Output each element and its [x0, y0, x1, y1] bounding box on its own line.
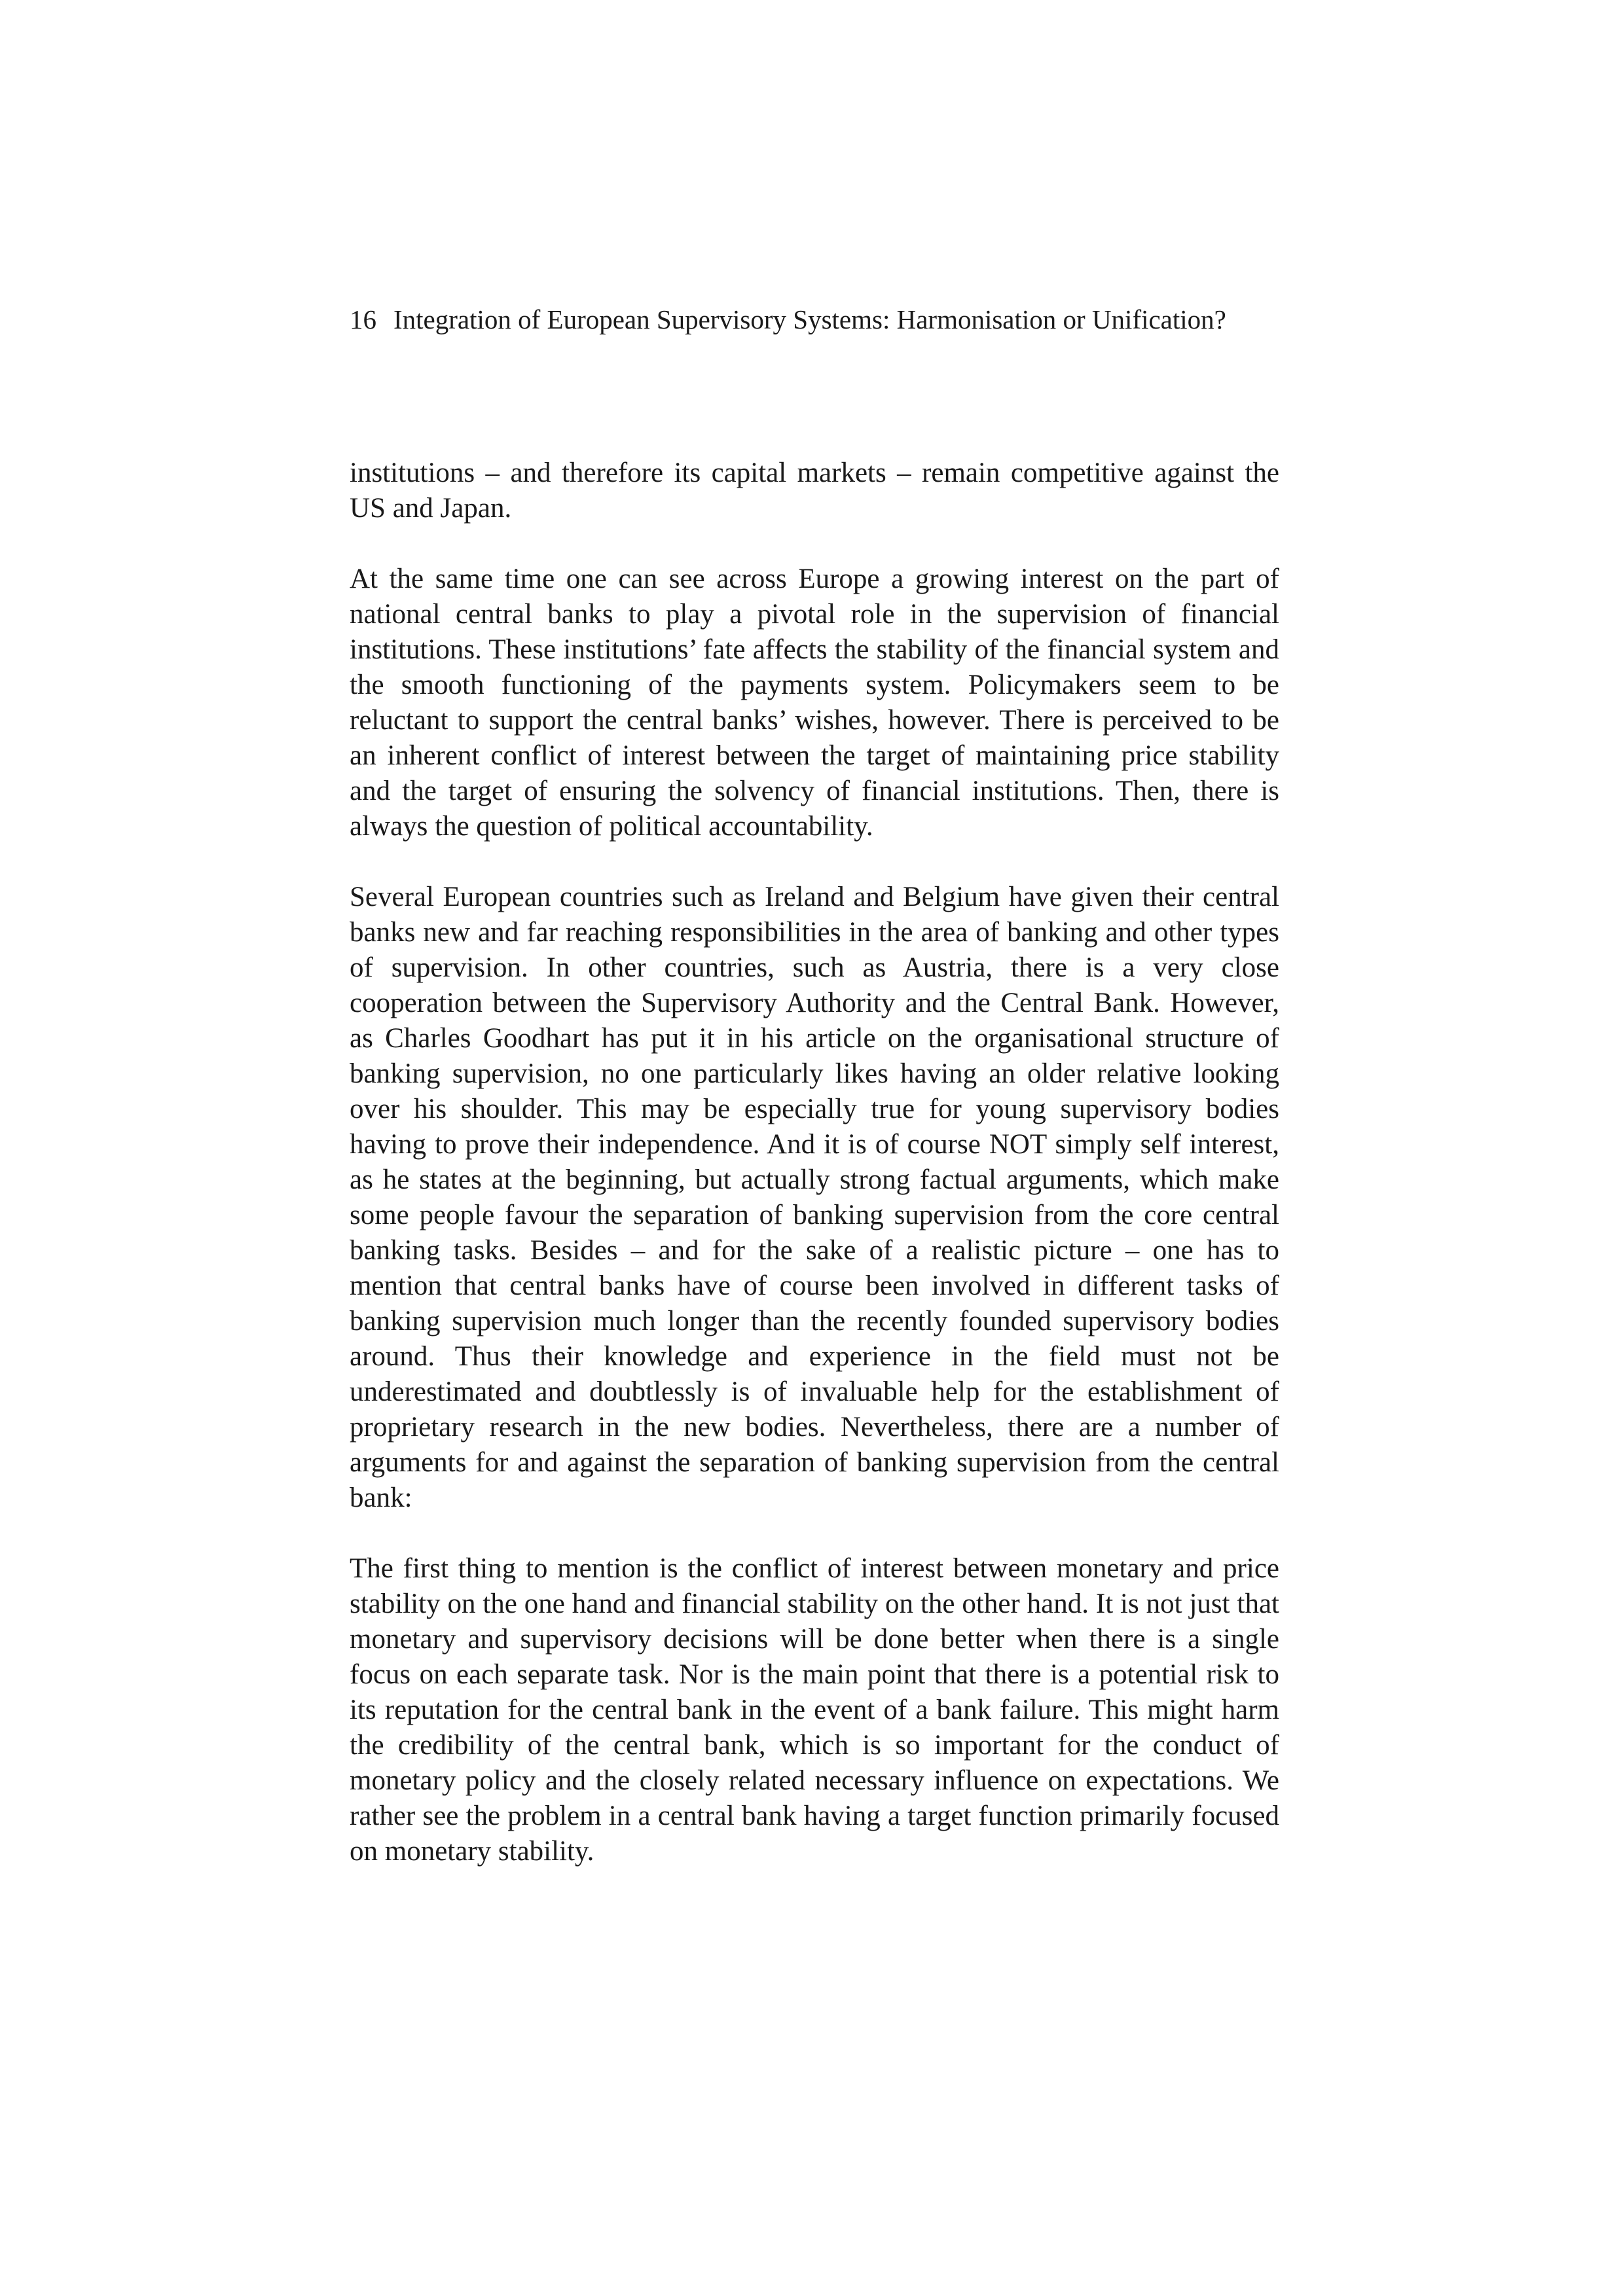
body-text	[350, 456, 1279, 1905]
paragraph-central-banks-interest: At the same time one can see across Europe a growing interest on the part of national central banks to play a pivotal role in the supervision of financial institutions. These institutions’ fate affects the stability of the financial system and the smooth functioning of the payments system. Policymakers seem to be reluctant to support the central banks’ wishes, however. There is perceived to be an inherent conflict of interest between the target of maintaining price stability and the target of ensuring the solvency of financial institutions. Then, there is always the question of political accountability.	[350, 564, 1279, 842]
running-head	[350, 300, 1226, 339]
paragraph-conflict-of-interest: The first thing to mention is the conflict of interest between monetary and price stability on the one hand and financial stability on the other hand. It is not just that monetary and supervisory decisions will be done better when there is a single focus on each separate task. Nor is the main point that there is a potential risk to its reputation for the central bank in the event of a bank failure. This might harm the credibility of the central bank, which is so important for the conduct of monetary policy and the closely related necessary influence on expectations. We rather see the problem in a central bank having a target function primarily focused on monetary stability.	[350, 1553, 1279, 1867]
running-title: Integration of European Supervisory Systems: Harmonisation or Unification?	[393, 304, 1226, 334]
paragraph-european-countries: Several European countries such as Ireland and Belgium have given their central banks new and far reaching responsibilities in the area of banking and other types of supervision. In other countries, such as Austria, there is a very close cooperation between the Supervisory Authority and the Central Bank. However, as Charles Goodhart has put it in his article on the organisational structure of banking supervision, no one particularly likes having an older relative looking over his shoulder. This may be especially true for young supervisory bodies having to prove their independence. And it is of course NOT simply self interest, as he states at the beginning, but actually strong factual arguments, which make some people favour the separation of banking supervision from the core central banking tasks. Besides – and for the sake of a realistic picture – one has to mention that central banks have of course been involved in different tasks of banking supervision much longer than the recently founded supervisory bodies around. Thus their knowledge and experience in the field must not be underestimated and doubtlessly is of invaluable help for the establishment of proprietary research in the new bodies. Nevertheless, there are a number of arguments for and against the separation of banking supervision from the central bank:	[350, 882, 1279, 1513]
paragraph-continuation: institutions – and therefore its capital markets – remain competitive against the US and Japan.	[350, 457, 1279, 524]
page-number: 16	[350, 304, 376, 334]
